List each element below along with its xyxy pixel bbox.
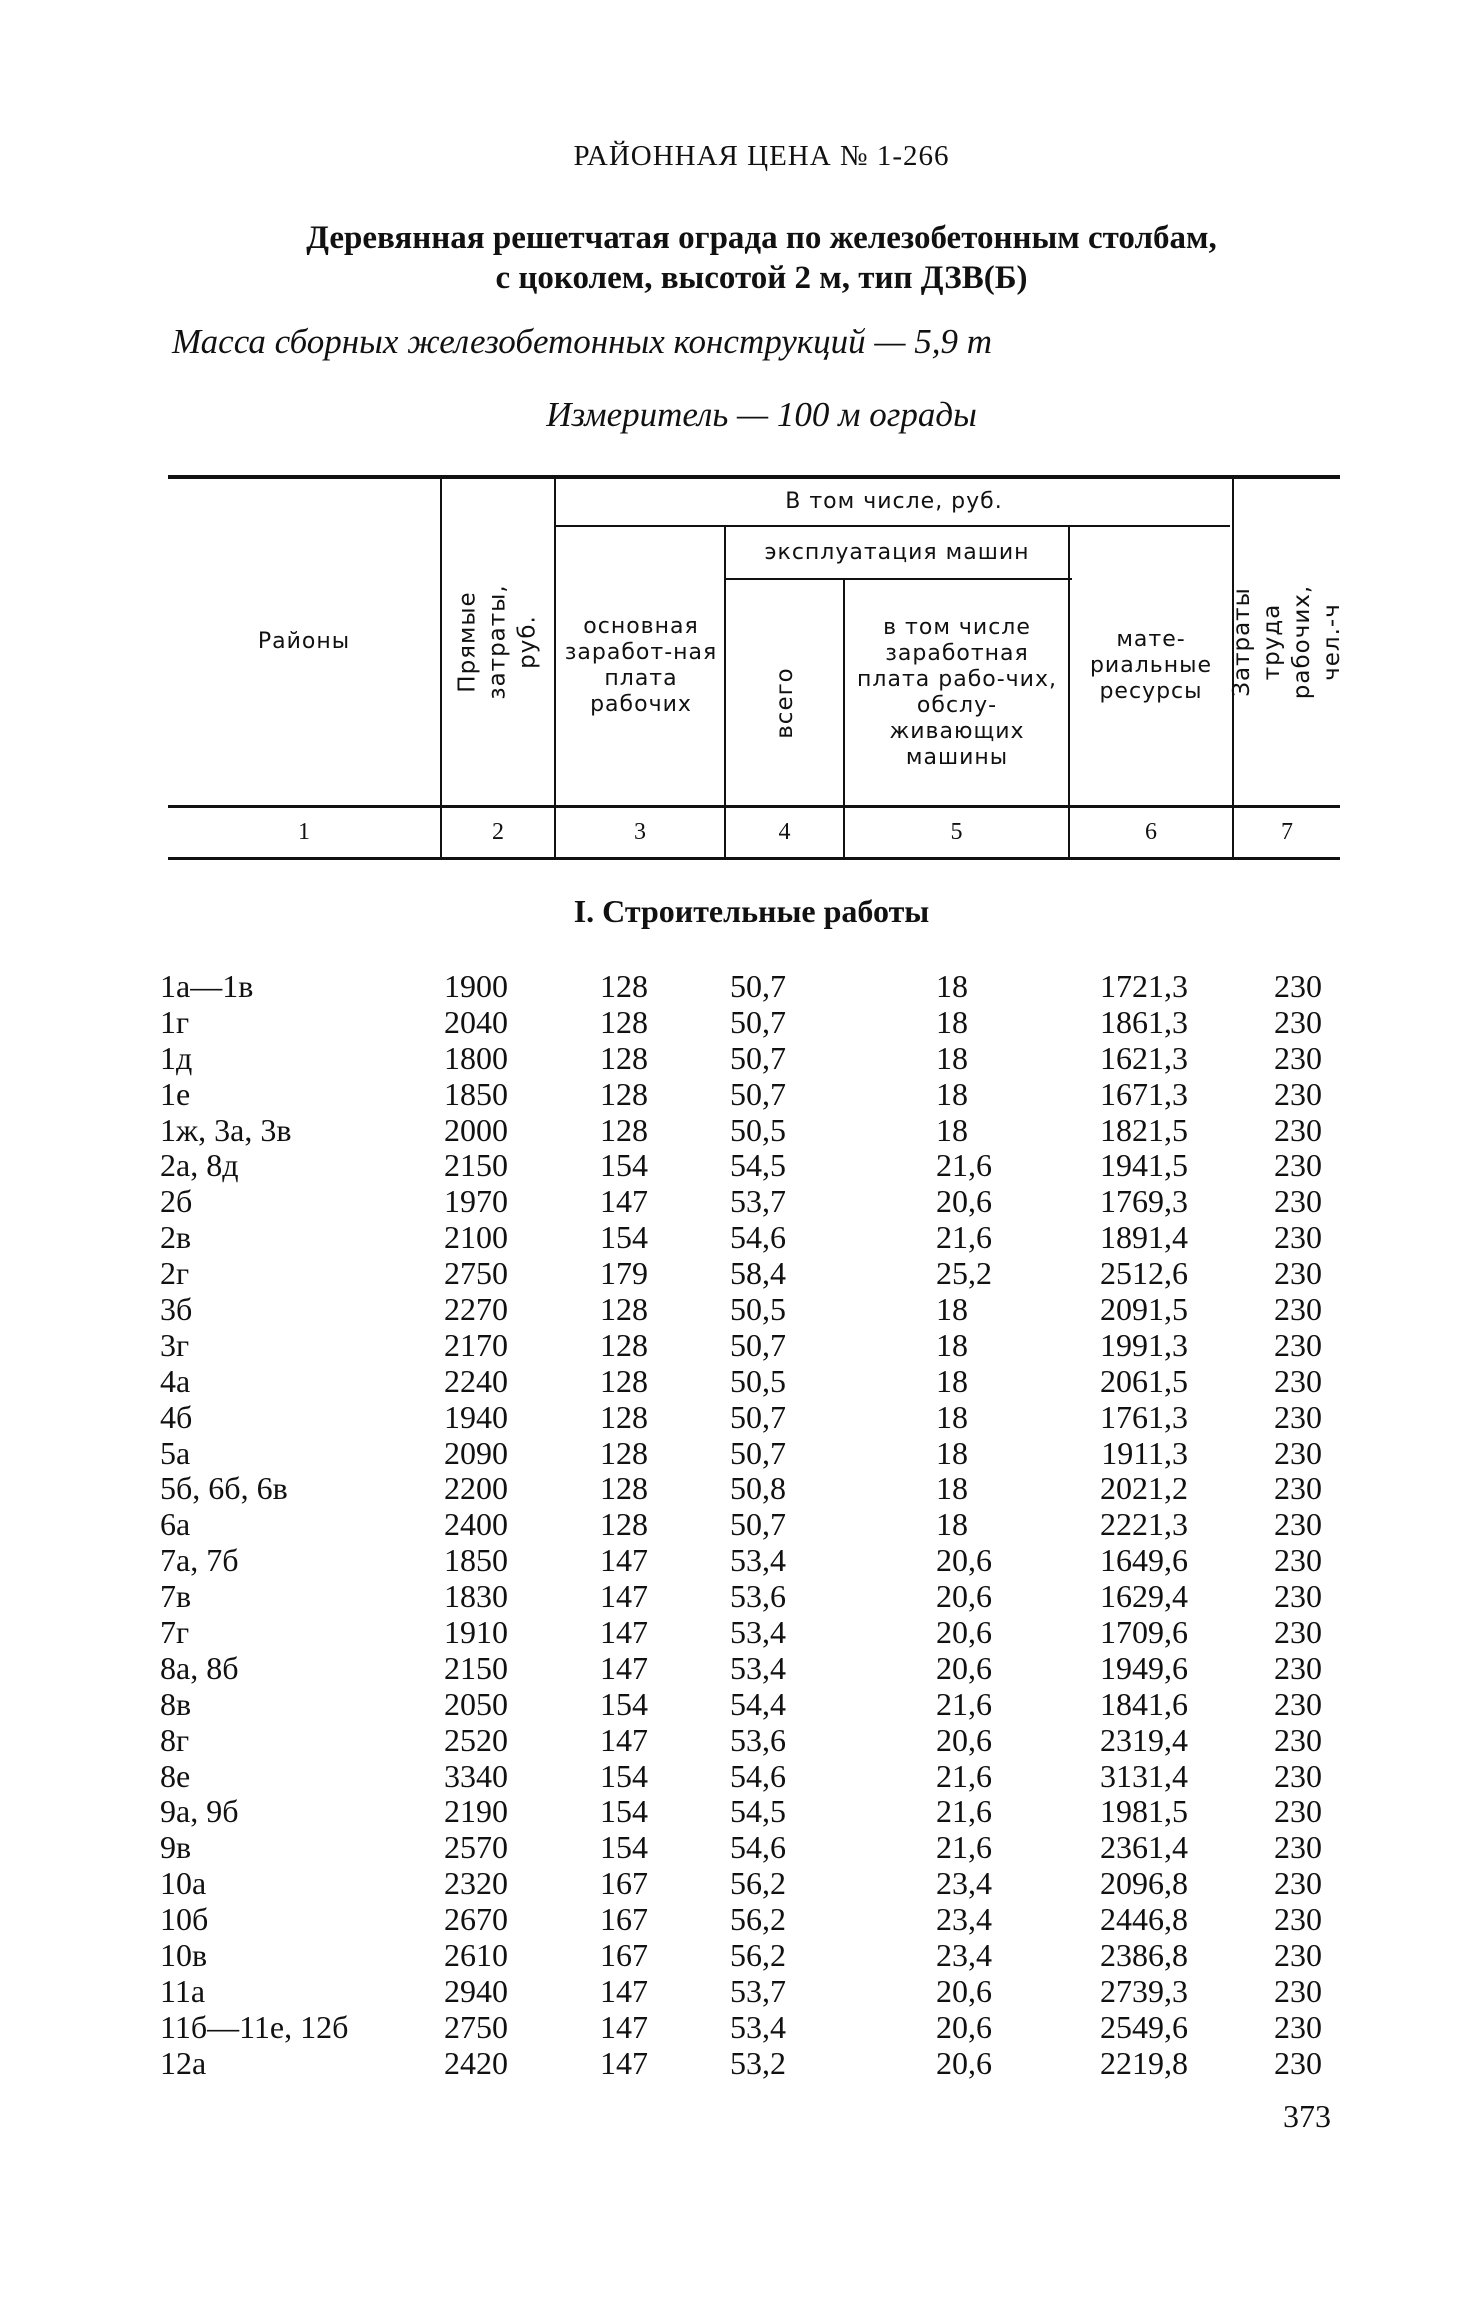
table-row <box>0 1219 1483 1255</box>
cell-machine-wages: 18 <box>936 1470 968 1507</box>
cell-machine-wages: 18 <box>936 1362 968 1399</box>
title-line-1: Деревянная решетчатая ограда по железобетонным столбам, <box>306 220 1217 256</box>
cell-machine-wages: 18 <box>936 1291 968 1328</box>
cell-direct-costs: 2150 <box>444 1649 508 1686</box>
cell-labor: 230 <box>1274 1972 1322 2009</box>
cell-labor: 230 <box>1274 1649 1322 1686</box>
cell-materials: 1769,3 <box>1100 1183 1188 1220</box>
cell-materials: 1821,5 <box>1100 1111 1188 1148</box>
cell-machine-wages: 18 <box>936 1003 968 1040</box>
cell-machine-total: 50,5 <box>730 1111 786 1148</box>
cell-labor: 230 <box>1274 1219 1322 1256</box>
cell-machine-total: 53,7 <box>730 1183 786 1220</box>
cell-direct-costs: 1850 <box>444 1542 508 1579</box>
cell-machine-wages: 20,6 <box>936 2008 992 2045</box>
document-title <box>20 218 1483 298</box>
cell-labor: 230 <box>1274 1003 1322 1040</box>
cell-direct-costs: 2090 <box>444 1434 508 1471</box>
cell-machine-wages: 18 <box>936 1506 968 1543</box>
cell-region: 8а, 8б <box>160 1649 239 1686</box>
cell-labor: 230 <box>1274 1255 1322 1292</box>
table-row <box>0 1901 1483 1937</box>
table-row <box>0 1829 1483 1865</box>
cell-base-wages: 179 <box>600 1255 648 1292</box>
cell-base-wages: 167 <box>600 1865 648 1902</box>
table-row <box>0 1973 1483 2009</box>
cell-materials: 2319,4 <box>1100 1721 1188 1758</box>
cell-materials: 2091,5 <box>1100 1291 1188 1328</box>
cell-materials: 1911,3 <box>1101 1434 1188 1471</box>
cell-machine-wages: 18 <box>936 1075 968 1112</box>
header-labor: Затраты труда рабочих, чел.-ч <box>1229 584 1346 699</box>
cell-base-wages: 128 <box>600 1362 648 1399</box>
header-direct-costs: Прямые затраты, руб. <box>455 583 542 700</box>
cell-materials: 2446,8 <box>1100 1901 1188 1938</box>
cell-machine-wages: 21,6 <box>936 1685 992 1722</box>
cell-machine-wages: 18 <box>936 1326 968 1363</box>
cell-machine-wages: 18 <box>936 1039 968 1076</box>
cell-machine-total: 58,4 <box>730 1255 786 1292</box>
cell-materials: 1949,6 <box>1100 1649 1188 1686</box>
cell-base-wages: 154 <box>600 1829 648 1866</box>
cell-region: 2г <box>160 1255 190 1292</box>
cell-materials: 1721,3 <box>1100 968 1188 1004</box>
cell-region: 1е <box>160 1075 191 1112</box>
cell-direct-costs: 3340 <box>444 1757 508 1794</box>
table-row <box>0 968 1483 1004</box>
cell-region: 4а <box>160 1362 191 1399</box>
cell-materials: 3131,4 <box>1100 1757 1188 1794</box>
cell-base-wages: 147 <box>600 1721 648 1758</box>
mass-note: Масса сборных железобетонных конструкций — 5,9 т <box>172 322 993 361</box>
cell-labor: 230 <box>1274 1793 1322 1830</box>
cell-machine-total: 53,4 <box>730 1649 786 1686</box>
cell-materials: 2361,4 <box>1100 1829 1188 1866</box>
column-number-6: 6 <box>1145 818 1157 845</box>
cell-machine-total: 50,7 <box>730 1398 786 1435</box>
cell-region: 8в <box>160 1685 192 1722</box>
cell-machine-total: 50,7 <box>730 1003 786 1040</box>
cell-region: 1г <box>160 1003 190 1040</box>
table-row <box>0 1937 1483 1973</box>
column-number-1: 1 <box>298 818 310 845</box>
cell-machine-wages: 18 <box>936 968 968 1004</box>
cell-machine-total: 53,4 <box>730 2008 786 2045</box>
cell-region: 11б—11е, 12б <box>160 2008 349 2045</box>
cell-labor: 230 <box>1274 1721 1322 1758</box>
cell-labor: 230 <box>1274 1578 1322 1615</box>
cell-labor: 230 <box>1274 1039 1322 1076</box>
cell-materials: 2512,6 <box>1100 1255 1188 1292</box>
cell-labor: 230 <box>1274 1614 1322 1651</box>
cell-base-wages: 128 <box>600 1470 648 1507</box>
cell-labor: 230 <box>1274 1362 1322 1399</box>
cell-materials: 1649,6 <box>1100 1542 1188 1579</box>
table-row <box>0 1004 1483 1040</box>
cell-labor: 230 <box>1274 1470 1322 1507</box>
cell-base-wages: 154 <box>600 1757 648 1794</box>
cell-machine-total: 53,2 <box>730 2044 786 2081</box>
cell-labor: 230 <box>1274 1434 1322 1471</box>
table-row <box>0 1614 1483 1650</box>
cell-base-wages: 167 <box>600 1937 648 1974</box>
table-row <box>0 2009 1483 2045</box>
header-regions: Районы <box>257 628 351 654</box>
cell-region: 7а, 7б <box>160 1542 239 1579</box>
cell-materials: 1761,3 <box>1100 1398 1188 1435</box>
cell-machine-total: 50,5 <box>730 1362 786 1399</box>
table-row <box>0 1435 1483 1471</box>
cell-machine-total: 56,2 <box>730 1901 786 1938</box>
title-line-2: с цоколем, высотой 2 м, тип ДЗВ(Б) <box>495 260 1028 296</box>
cell-region: 1д <box>160 1039 193 1076</box>
cell-direct-costs: 2520 <box>444 1721 508 1758</box>
cell-direct-costs: 2200 <box>444 1470 508 1507</box>
cell-machine-wages: 25,2 <box>936 1255 992 1292</box>
cell-machine-wages: 21,6 <box>936 1793 992 1830</box>
header-machine-total: всего <box>771 666 798 739</box>
cell-region: 4б <box>160 1398 193 1435</box>
cell-machine-total: 50,7 <box>730 1075 786 1112</box>
cell-machine-total: 54,6 <box>730 1757 786 1794</box>
cell-direct-costs: 1940 <box>444 1398 508 1435</box>
cell-direct-costs: 1910 <box>444 1614 508 1651</box>
cell-region: 10а <box>160 1865 207 1902</box>
cell-machine-wages: 20,6 <box>936 1721 992 1758</box>
cell-base-wages: 154 <box>600 1147 648 1184</box>
cell-base-wages: 128 <box>600 1003 648 1040</box>
cell-base-wages: 147 <box>600 1649 648 1686</box>
cell-region: 10б <box>160 1901 209 1938</box>
cell-base-wages: 128 <box>600 1398 648 1435</box>
cell-materials: 2219,8 <box>1100 2044 1188 2081</box>
cell-base-wages: 147 <box>600 1972 648 2009</box>
cell-machine-wages: 20,6 <box>936 2044 992 2081</box>
cell-direct-costs: 2570 <box>444 1829 508 1866</box>
cell-region: 7г <box>160 1614 190 1651</box>
cell-materials: 1671,3 <box>1100 1075 1188 1112</box>
table-row <box>0 1076 1483 1112</box>
cell-base-wages: 147 <box>600 2044 648 2081</box>
cell-machine-total: 54,6 <box>730 1219 786 1256</box>
table-row <box>0 1399 1483 1435</box>
cell-direct-costs: 1970 <box>444 1183 508 1220</box>
cell-machine-total: 53,4 <box>730 1614 786 1651</box>
cell-direct-costs: 2270 <box>444 1291 508 1328</box>
cell-base-wages: 128 <box>600 1111 648 1148</box>
table-row <box>0 1291 1483 1327</box>
cell-labor: 230 <box>1274 1757 1322 1794</box>
cell-base-wages: 147 <box>600 1542 648 1579</box>
cell-machine-total: 56,2 <box>730 1865 786 1902</box>
cell-region: 11а <box>160 1972 206 2009</box>
cell-region: 6а <box>160 1506 191 1543</box>
cell-materials: 1991,3 <box>1100 1326 1188 1363</box>
cell-labor: 230 <box>1274 1111 1322 1148</box>
cell-region: 10в <box>160 1937 208 1974</box>
table-row <box>0 1722 1483 1758</box>
cell-labor: 230 <box>1274 1542 1322 1579</box>
cell-machine-total: 56,2 <box>730 1937 786 1974</box>
cell-base-wages: 128 <box>600 968 648 1004</box>
cell-materials: 2386,8 <box>1100 1937 1188 1974</box>
cell-machine-wages: 20,6 <box>936 1649 992 1686</box>
cell-labor: 230 <box>1274 2008 1322 2045</box>
cell-direct-costs: 1830 <box>444 1578 508 1615</box>
cell-machine-wages: 21,6 <box>936 1829 992 1866</box>
cell-region: 9а, 9б <box>160 1793 239 1830</box>
header-materials: мате-риальные ресурсы <box>1089 627 1213 704</box>
cell-direct-costs: 2400 <box>444 1506 508 1543</box>
cell-labor: 230 <box>1274 2044 1322 2081</box>
header-machine-wages: в том числе заработная плата рабо-чих, обслу-живающих машины <box>857 614 1057 770</box>
cell-direct-costs: 2610 <box>444 1937 508 1974</box>
cell-machine-total: 53,6 <box>730 1721 786 1758</box>
cell-machine-wages: 21,6 <box>936 1147 992 1184</box>
cell-base-wages: 147 <box>600 1578 648 1615</box>
price-heading: РАЙОННАЯ ЦЕНА № 1-266 <box>573 140 950 172</box>
column-number-4: 4 <box>778 818 791 845</box>
cell-direct-costs: 1900 <box>444 968 508 1004</box>
cell-labor: 230 <box>1274 1291 1322 1328</box>
table-row <box>0 1470 1483 1506</box>
cell-direct-costs: 1850 <box>444 1075 508 1112</box>
table-row <box>0 1686 1483 1722</box>
cell-machine-total: 50,7 <box>730 968 786 1004</box>
cell-labor: 230 <box>1274 1075 1322 1112</box>
cell-region: 2б <box>160 1183 193 1220</box>
cell-labor: 230 <box>1274 1685 1322 1722</box>
data-table-body <box>0 968 1483 2081</box>
cell-region: 9в <box>160 1829 192 1866</box>
cell-direct-costs: 2750 <box>444 2008 508 2045</box>
header-including: В том числе, руб. <box>785 488 1003 514</box>
column-number-7: 7 <box>1281 818 1293 845</box>
cell-machine-total: 50,7 <box>730 1506 786 1543</box>
cell-machine-wages: 20,6 <box>936 1183 992 1220</box>
cell-materials: 1941,5 <box>1100 1147 1188 1184</box>
table-row <box>0 1793 1483 1829</box>
cell-region: 8е <box>160 1757 191 1794</box>
cell-labor: 230 <box>1274 1183 1322 1220</box>
table-row <box>0 1758 1483 1794</box>
cell-machine-wages: 20,6 <box>936 1578 992 1615</box>
cell-materials: 2096,8 <box>1100 1865 1188 1902</box>
cell-base-wages: 128 <box>600 1326 648 1363</box>
table-row <box>0 1255 1483 1291</box>
header-machine-operation: эксплуатация машин <box>764 539 1030 565</box>
cell-materials: 2549,6 <box>1100 2008 1188 2045</box>
cell-direct-costs: 2050 <box>444 1685 508 1722</box>
column-number-5: 5 <box>950 818 963 845</box>
cell-base-wages: 147 <box>600 1614 648 1651</box>
cell-labor: 230 <box>1274 1829 1322 1866</box>
cell-materials: 2021,2 <box>1100 1470 1188 1507</box>
column-number-2: 2 <box>492 818 504 845</box>
cell-base-wages: 128 <box>600 1506 648 1543</box>
cell-machine-wages: 21,6 <box>936 1757 992 1794</box>
col-divider-2 <box>554 478 556 858</box>
cell-region: 7в <box>160 1578 192 1615</box>
cell-base-wages: 128 <box>600 1075 648 1112</box>
cell-base-wages: 147 <box>600 1183 648 1220</box>
cell-base-wages: 128 <box>600 1434 648 1471</box>
cell-machine-total: 50,7 <box>730 1326 786 1363</box>
header-bottom-rule <box>168 805 1340 808</box>
cell-machine-total: 54,5 <box>730 1793 786 1830</box>
cell-machine-total: 50,5 <box>730 1291 786 1328</box>
cell-direct-costs: 2750 <box>444 1255 508 1292</box>
cell-base-wages: 167 <box>600 1901 648 1938</box>
table-row <box>0 1363 1483 1399</box>
cell-materials: 1709,6 <box>1100 1614 1188 1651</box>
cell-direct-costs: 2940 <box>444 1972 508 2009</box>
table-row <box>0 2045 1483 2081</box>
table-row <box>0 1578 1483 1614</box>
cell-base-wages: 147 <box>600 2008 648 2045</box>
table-row <box>0 1327 1483 1363</box>
cell-machine-total: 53,4 <box>730 1542 786 1579</box>
cell-materials: 1891,4 <box>1100 1219 1188 1256</box>
cell-region: 3б <box>160 1291 193 1328</box>
cell-machine-wages: 20,6 <box>936 1614 992 1651</box>
cell-direct-costs: 1800 <box>444 1039 508 1076</box>
cell-direct-costs: 2190 <box>444 1793 508 1830</box>
table-row <box>0 1542 1483 1578</box>
cell-direct-costs: 2040 <box>444 1003 508 1040</box>
cell-machine-wages: 18 <box>936 1398 968 1435</box>
col-divider-5 <box>1068 527 1070 858</box>
cell-region: 5б, 6б, 6в <box>160 1470 288 1507</box>
cell-machine-total: 50,7 <box>730 1434 786 1471</box>
cell-base-wages: 154 <box>600 1685 648 1722</box>
cell-region: 1ж, 3а, 3в <box>160 1111 292 1148</box>
table-row <box>0 1112 1483 1148</box>
table-row <box>0 1040 1483 1076</box>
cell-region: 2а, 8д <box>160 1147 239 1184</box>
cell-region: 3г <box>160 1326 190 1363</box>
cell-region: 5а <box>160 1434 191 1471</box>
cell-region: 2в <box>160 1219 192 1256</box>
cell-machine-total: 50,8 <box>730 1470 786 1507</box>
section-title: I. Строительные работы <box>573 893 930 929</box>
cell-machine-wages: 20,6 <box>936 1542 992 1579</box>
cell-materials: 2061,5 <box>1100 1362 1188 1399</box>
cell-labor: 230 <box>1274 1506 1322 1543</box>
cell-machine-wages: 23,4 <box>936 1901 992 1938</box>
cell-direct-costs: 2240 <box>444 1362 508 1399</box>
page-number: 373 <box>1283 2098 1331 2134</box>
table-row <box>0 1147 1483 1183</box>
cell-machine-wages: 20,6 <box>936 1972 992 2009</box>
table-row <box>0 1865 1483 1901</box>
cell-materials: 1629,4 <box>1100 1578 1188 1615</box>
cell-machine-wages: 23,4 <box>936 1937 992 1974</box>
cell-materials: 2221,3 <box>1100 1506 1188 1543</box>
column-number-3: 3 <box>634 818 646 845</box>
cell-machine-total: 54,4 <box>730 1685 786 1722</box>
cell-direct-costs: 2420 <box>444 2044 508 2081</box>
unit-note: Измеритель — 100 м ограды <box>546 395 977 434</box>
cell-region: 8г <box>160 1721 190 1758</box>
cell-direct-costs: 2150 <box>444 1147 508 1184</box>
cell-direct-costs: 2000 <box>444 1111 508 1148</box>
cell-labor: 230 <box>1274 968 1322 1004</box>
cell-machine-wages: 23,4 <box>936 1865 992 1902</box>
table-header-end-rule <box>168 857 1340 860</box>
cell-labor: 230 <box>1274 1326 1322 1363</box>
cell-direct-costs: 2100 <box>444 1219 508 1256</box>
cell-materials: 2739,3 <box>1100 1972 1188 2009</box>
cell-direct-costs: 2670 <box>444 1901 508 1938</box>
table-row <box>0 1506 1483 1542</box>
cell-base-wages: 154 <box>600 1219 648 1256</box>
cell-machine-wages: 21,6 <box>936 1219 992 1256</box>
cell-base-wages: 128 <box>600 1039 648 1076</box>
header-base-wages: основная заработ-ная плата рабочих <box>564 614 718 717</box>
cell-base-wages: 128 <box>600 1291 648 1328</box>
table-row <box>0 1650 1483 1686</box>
cell-labor: 230 <box>1274 1398 1322 1435</box>
cell-materials: 1621,3 <box>1100 1039 1188 1076</box>
cell-machine-wages: 18 <box>936 1434 968 1471</box>
cell-labor: 230 <box>1274 1865 1322 1902</box>
cell-labor: 230 <box>1274 1937 1322 1974</box>
cell-machine-total: 54,6 <box>730 1829 786 1866</box>
cell-labor: 230 <box>1274 1147 1322 1184</box>
cell-base-wages: 154 <box>600 1793 648 1830</box>
cell-materials: 1841,6 <box>1100 1685 1188 1722</box>
cell-machine-total: 53,7 <box>730 1972 786 2009</box>
cell-machine-total: 54,5 <box>730 1147 786 1184</box>
table-row <box>0 1183 1483 1219</box>
cell-direct-costs: 2170 <box>444 1326 508 1363</box>
cell-machine-total: 50,7 <box>730 1039 786 1076</box>
cell-region: 1а—1в <box>160 968 254 1004</box>
cell-materials: 1981,5 <box>1100 1793 1188 1830</box>
cell-direct-costs: 2320 <box>444 1865 508 1902</box>
cell-machine-total: 53,6 <box>730 1578 786 1615</box>
cell-machine-wages: 18 <box>936 1111 968 1148</box>
cell-labor: 230 <box>1274 1901 1322 1938</box>
cell-materials: 1861,3 <box>1100 1003 1188 1040</box>
cell-region: 12а <box>160 2044 207 2081</box>
